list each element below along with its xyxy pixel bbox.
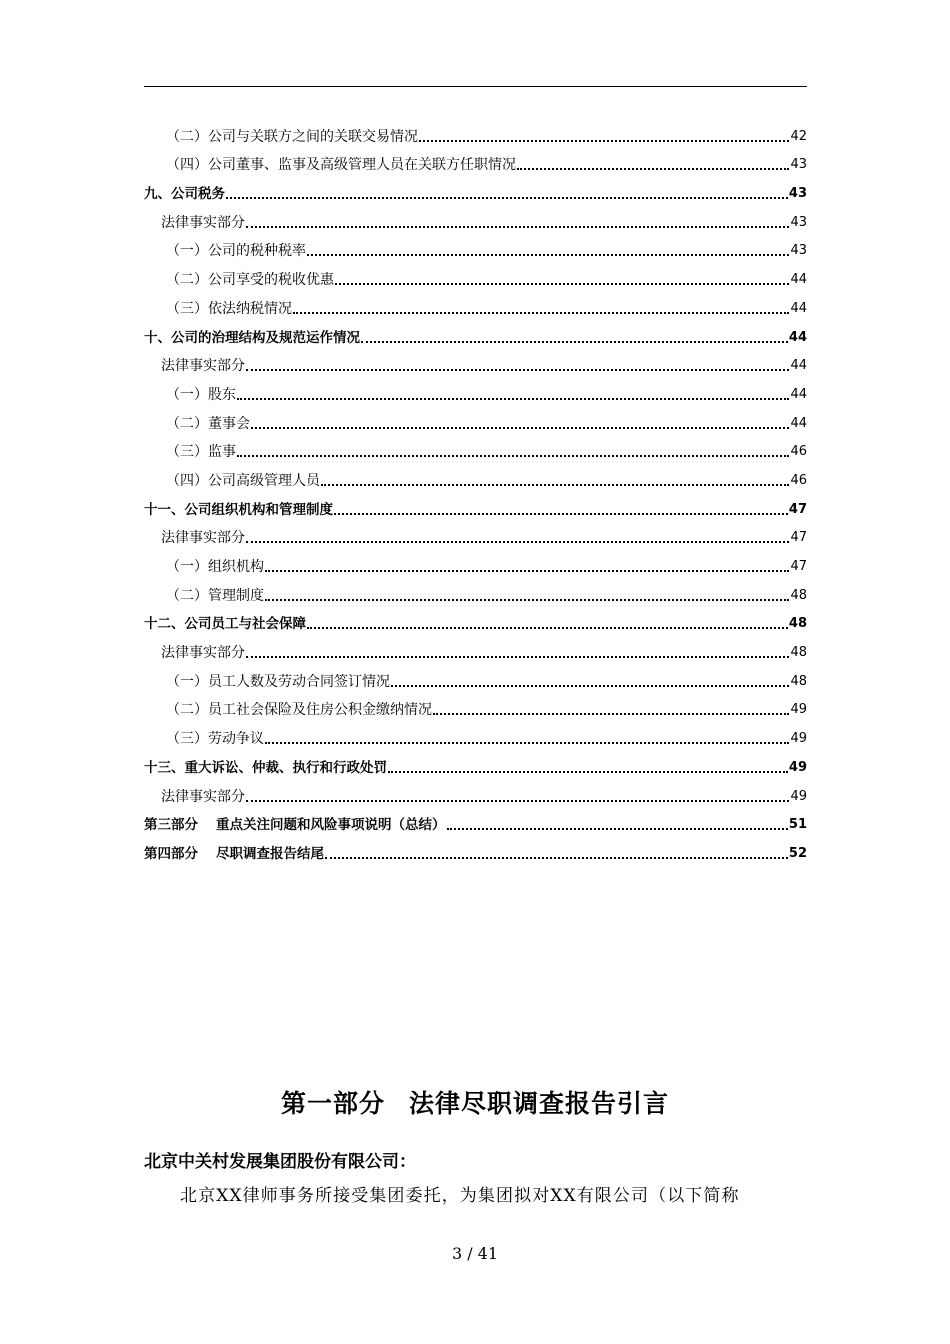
toc-entry-label: 法律事实部分: [161, 530, 245, 547]
toc-entry[interactable]: [144, 376, 807, 405]
toc-page-number: 48: [790, 673, 807, 689]
toc-page-number: 49: [790, 731, 807, 747]
toc-entry-label: 第四部分: [144, 845, 198, 862]
toc-entry[interactable]: [144, 807, 807, 836]
toc-entry-label: 法律事实部分: [161, 358, 245, 375]
toc-entry[interactable]: [144, 175, 807, 204]
toc-entry[interactable]: [144, 606, 807, 635]
toc-entry[interactable]: [144, 835, 807, 864]
toc-leader-dots: [265, 599, 789, 601]
toc-leader-dots: [265, 742, 789, 744]
toc-entry[interactable]: [144, 462, 807, 491]
toc-page-number: 48: [788, 616, 807, 632]
toc-leader-dots: [246, 800, 789, 802]
toc-entry[interactable]: [144, 749, 807, 778]
toc-page-number: 44: [790, 272, 807, 288]
section-title: [0, 1084, 950, 1120]
table-of-contents: [144, 118, 807, 864]
toc-entry-label: （二）公司享受的税收优惠: [166, 272, 334, 289]
toc-leader-dots: [237, 398, 789, 400]
toc-page-number: 42: [790, 128, 807, 144]
toc-entry-label: （一）公司的税种税率: [166, 243, 306, 260]
toc-entry-label: 九、公司税务: [144, 186, 225, 203]
toc-leader-dots: [246, 226, 789, 228]
toc-entry-label: （四）公司高级管理人员: [166, 472, 320, 489]
toc-entry-label: （二）董事会: [166, 415, 250, 432]
toc-page-number: 46: [790, 472, 807, 488]
toc-page-number: 46: [790, 444, 807, 460]
toc-entry[interactable]: [144, 778, 807, 807]
toc-entry[interactable]: [144, 147, 807, 176]
toc-page-number: 44: [788, 329, 807, 345]
toc-entry-label: （二）公司与关联方之间的关联交易情况: [166, 128, 418, 145]
toc-entry[interactable]: [144, 663, 807, 692]
toc-leader-dots: [335, 283, 789, 285]
toc-page-number: 48: [790, 587, 807, 603]
toc-entry[interactable]: [144, 634, 807, 663]
toc-entry[interactable]: [144, 319, 807, 348]
toc-leader-dots: [237, 455, 789, 457]
toc-page-number: 49: [790, 702, 807, 718]
toc-entry[interactable]: [144, 692, 807, 721]
body-paragraph: 北京XX律师事务所接受集团委托，为集团拟对XX有限公司（以下简称: [180, 1186, 740, 1206]
toc-page-number: 44: [790, 386, 807, 402]
toc-page-number: 47: [788, 501, 807, 517]
toc-entry-label: （一）股东: [166, 386, 236, 403]
toc-entry-label: （一）组织机构: [166, 559, 264, 575]
toc-leader-dots: [307, 627, 788, 629]
page-number: 3 / 41: [451, 1244, 499, 1263]
toc-entry-label: （二）管理制度: [166, 587, 264, 604]
toc-page-number: 47: [790, 559, 807, 574]
toc-entry[interactable]: [144, 290, 807, 319]
toc-leader-dots: [334, 513, 788, 515]
toc-entry-label: （二）员工社会保险及住房公积金缴纳情况: [166, 702, 432, 719]
toc-leader-dots: [419, 140, 789, 142]
toc-entry-label: （一）员工人数及劳动合同签订情况: [166, 673, 390, 690]
toc-leader-dots: [246, 656, 789, 658]
toc-page-number: 51: [788, 817, 807, 833]
toc-leader-dots: [246, 369, 789, 371]
toc-page-number: 48: [790, 645, 807, 661]
toc-entry-subtitle: 尽职调查报告结尾: [216, 845, 324, 862]
toc-leader-dots: [391, 685, 789, 687]
toc-entry[interactable]: [144, 434, 807, 463]
toc-page-number: 49: [790, 788, 807, 804]
toc-leader-dots: [325, 857, 788, 859]
header-rule: [144, 86, 807, 87]
toc-entry[interactable]: [144, 204, 807, 233]
toc-leader-dots: [517, 168, 789, 170]
toc-leader-dots: [226, 197, 788, 199]
toc-entry-label: 法律事实部分: [161, 645, 245, 662]
toc-page-number: 44: [790, 358, 807, 374]
toc-entry-label: （四）公司董事、监事及高级管理人员在关联方任职情况: [166, 157, 516, 174]
toc-entry-label: （三）监事: [166, 444, 236, 461]
toc-page-number: 43: [790, 243, 807, 259]
toc-entry[interactable]: [144, 720, 807, 749]
toc-entry-label: 法律事实部分: [161, 214, 245, 231]
toc-leader-dots: [447, 828, 788, 830]
toc-leader-dots: [321, 484, 789, 486]
toc-entry-label: 第三部分: [144, 817, 198, 834]
toc-leader-dots: [361, 341, 788, 343]
toc-entry[interactable]: [144, 348, 807, 377]
toc-page-number: 44: [790, 300, 807, 316]
toc-entry-label: 十三、重大诉讼、仲裁、执行和行政处罚: [144, 759, 387, 776]
toc-entry-label: 法律事实部分: [161, 788, 245, 805]
toc-entry[interactable]: [144, 520, 807, 549]
toc-entry[interactable]: [144, 548, 807, 577]
toc-page-number: 43: [790, 214, 807, 230]
toc-entry[interactable]: [144, 491, 807, 520]
toc-leader-dots: [246, 541, 789, 543]
toc-entry-subtitle: 重点关注问题和风险事项说明（总结）: [216, 817, 446, 834]
toc-leader-dots: [265, 570, 789, 572]
toc-leader-dots: [251, 427, 789, 429]
toc-entry[interactable]: [144, 405, 807, 434]
toc-leader-dots: [388, 771, 788, 773]
section-title-text: 法律尽职调查报告引言: [409, 1089, 670, 1118]
toc-entry-label: 十、公司的治理结构及规范运作情况: [144, 329, 360, 346]
toc-page-number: 43: [788, 186, 807, 202]
addressee: 北京中关村发展集团股份有限公司：: [144, 1152, 416, 1172]
section-part-label: 第一部分: [280, 1089, 385, 1118]
toc-leader-dots: [433, 713, 789, 715]
toc-page-number: 49: [788, 759, 807, 775]
toc-page-number: 47: [790, 530, 807, 546]
toc-page-number: 52: [788, 845, 807, 861]
toc-leader-dots: [307, 254, 789, 256]
toc-entry[interactable]: [144, 577, 807, 606]
toc-entry[interactable]: [144, 118, 807, 147]
toc-leader-dots: [293, 312, 789, 314]
toc-page-number: 44: [790, 415, 807, 431]
toc-entry-label: （三）依法纳税情况: [166, 300, 292, 317]
toc-entry-label: 十一、公司组织机构和管理制度: [144, 501, 333, 518]
toc-entry-label: 十二、公司员工与社会保障: [144, 616, 306, 633]
toc-entry[interactable]: [144, 261, 807, 290]
toc-page-number: 43: [790, 157, 807, 173]
toc-entry[interactable]: [144, 233, 807, 262]
toc-entry-label: （三）劳动争议: [166, 731, 264, 748]
